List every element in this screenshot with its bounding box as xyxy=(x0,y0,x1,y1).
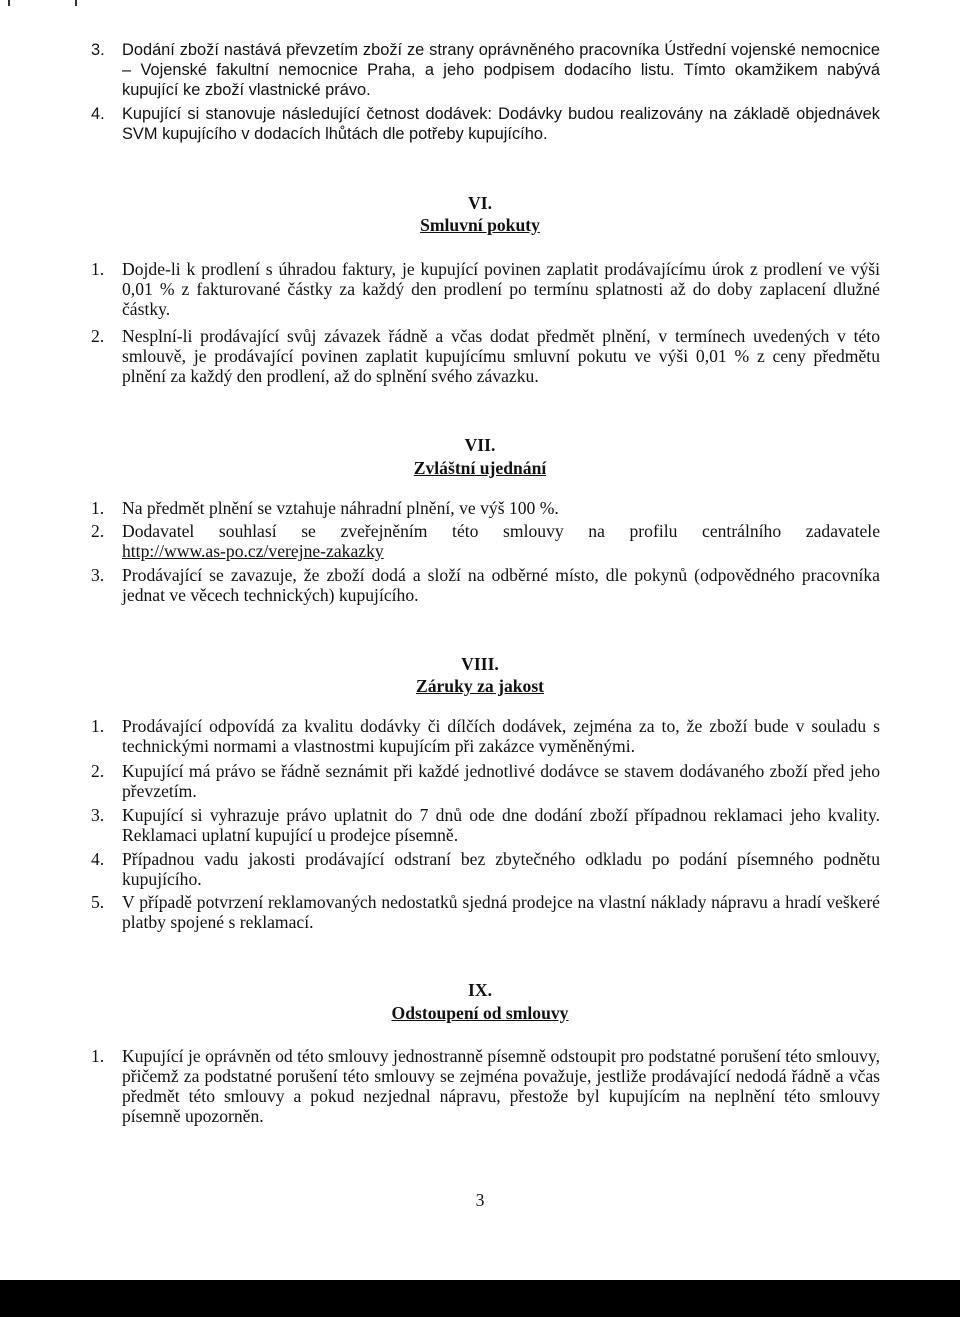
section-vii-title: Zvláštní ujednání xyxy=(413,458,547,478)
clause-number: 2. xyxy=(91,761,105,781)
section-vii-number: VII. xyxy=(464,435,496,455)
clause-number: 3. xyxy=(91,565,105,585)
scan-bottom-border xyxy=(0,1280,960,1317)
section-viii-title: Záruky za jakost xyxy=(415,676,545,696)
clause-number: 1. xyxy=(91,498,105,518)
clause-number: 4. xyxy=(91,849,105,869)
section-ix-number: IX. xyxy=(468,980,492,1000)
clause-text: Kupující si vyhrazuje právo uplatnit do 7 dnů ode dne dodání zboží případnou reklamaci jeho kvality. Reklamaci uplatní kupující u prodejce písemně. xyxy=(122,805,880,845)
page-number: 3 xyxy=(475,1190,485,1210)
clause-text: Kupující si stanovuje následující četnost dodávek: Dodávky budou realizovány na základě objednávek SVM kupujícího v dodacích lhůtách dle potřeby kupujícího. xyxy=(122,105,880,143)
section-ix-title: Odstoupení od smlouvy xyxy=(391,1003,569,1023)
clause-number: 2. xyxy=(91,326,105,346)
clause-text: Kupující je oprávněn od této smlouvy jednostranně písemně odstoupit pro podstatné porušení této smlouvy, přičemž za podstatné porušení této smlouvy se zejména považuje, jestliže prodávající nedodá řádně a včas předmět této smlouvy a pokud nezjednal nápravu, přestože byl kupujícím na neplnění této smlouvy písemně upozorněn. xyxy=(122,1046,880,1126)
clause-text: Dojde-li k prodlení s úhradou faktury, je kupující povinen zaplatit prodávajícímu úrok z prodlení ve výši 0,01 % z fakturované částky za každý den prodlení po termínu splatnosti až do doby zaplacení dlužné částky. xyxy=(122,259,880,319)
clause-number: 3. xyxy=(91,805,105,825)
section-vi-number: VI. xyxy=(468,193,492,213)
clause-number: 2. xyxy=(91,521,105,541)
clause-text: V případě potvrzení reklamovaných nedostatků sjedná prodejce na vlastní náklady nápravu a hradí veškeré platby spojené s reklamací. xyxy=(122,892,880,932)
clause-text: Nesplní-li prodávající svůj závazek řádně a včas dodat předmět plnění, v termínech uvedených v této smlouvě, je prodávající povinen zaplatit kupujícímu smluvní pokutu ve výši 0,01 % z ceny předmětu plnění za každý den prodlení, až do splnění svého závazku. xyxy=(122,326,880,386)
section-vi-title: Smluvní pokuty xyxy=(420,215,540,235)
clause-text: Prodávající odpovídá za kvalitu dodávky či dílčích dodávek, zejména za to, že zboží bude v souladu s technickými normami a vlastnostmi kupujícím při zakázce vyměněnými. xyxy=(122,716,880,756)
clause-text: Případnou vadu jakosti prodávající odstraní bez zbytečného odkladu po podání písemného podnětu kupujícího. xyxy=(122,849,880,889)
clause-text: Na předmět plnění se vztahuje náhradní plnění, ve výš 100 %. xyxy=(122,498,559,518)
scan-mark xyxy=(75,0,77,6)
clause-text: Dodavatel souhlasí se zveřejněním této smlouvy na profilu centrálního zadavatele xyxy=(122,521,880,541)
clause-text: Prodávající se zavazuje, že zboží dodá a složí na odběrné místo, dle pokynů (odpovědného pracovníka jednat ve věcech technických) kupujícího. xyxy=(122,565,880,605)
clause-number: 1. xyxy=(91,716,105,736)
clause-text: Dodání zboží nastává převzetím zboží ze strany oprávněného pracovníka Ústřední vojenské nemocnice – Vojenské fakultní nemocnice Praha, a jeho podpisem dodacího listu. Tímto okamžikem nabývá kupující ke zboží vlastnické právo. xyxy=(122,41,880,99)
clause-number: 4. xyxy=(91,105,105,123)
clause-number: 3. xyxy=(91,41,105,59)
section-viii-number: VIII. xyxy=(461,654,499,674)
clause-text: Kupující má právo se řádně seznámit při každé jednotlivé dodávce se stavem dodávaného zboží před jeho převzetím. xyxy=(122,761,880,801)
clause-number: 5. xyxy=(91,892,105,912)
profile-link[interactable]: http://www.as-po.cz/verejne-zakazky xyxy=(122,541,384,561)
scan-mark xyxy=(8,0,10,6)
clause-number: 1. xyxy=(91,1046,105,1066)
clause-number: 1. xyxy=(91,259,105,279)
